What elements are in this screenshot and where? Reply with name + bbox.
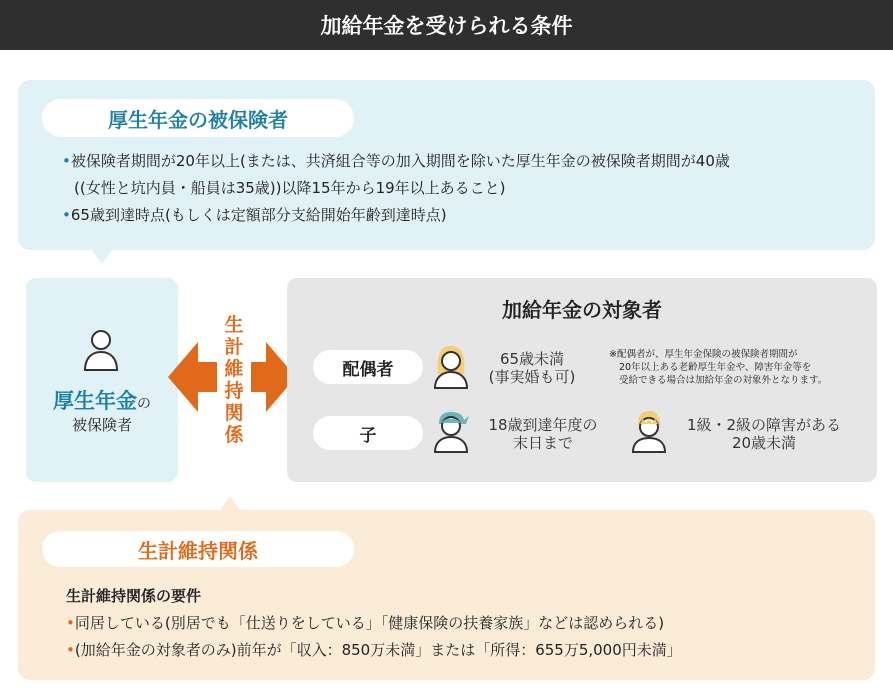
bullet: • (62, 206, 71, 224)
person-label-particle: の (137, 396, 151, 412)
relation-char: 生 (224, 314, 244, 336)
relation-char: 関 (224, 402, 244, 424)
insured-condition-1-cont: ((女性と坑内員・船員は35歳))以降15年から19年以上あること) (74, 179, 506, 197)
relation-label (217, 312, 251, 452)
relation-char: 計 (224, 336, 244, 358)
support-relation-box (18, 510, 875, 680)
bullet: • (66, 614, 75, 632)
child-pill: 子 (313, 416, 423, 450)
disability-condition-line2: 20歳未満 (731, 434, 797, 452)
woman-icon (433, 344, 469, 390)
spouse-note (609, 348, 869, 387)
page-title: 加給年金を受けられる条件 (0, 0, 893, 50)
insured-condition-1 (62, 148, 730, 175)
insured-condition-2 (62, 202, 730, 229)
person-label (26, 385, 178, 415)
support-requirement-2-text: (加給年金の対象者のみ)前年が「収入：850万未満」または「所得：655万5,000円未満」 (74, 641, 682, 659)
child-condition (473, 416, 613, 452)
support-heading: 生計維持関係 (42, 531, 354, 567)
bullet: • (62, 152, 71, 170)
child-icon (433, 408, 469, 454)
target-title: 加給年金の対象者 (502, 298, 662, 322)
person-icon (81, 326, 121, 372)
insured-conditions-box (18, 80, 875, 250)
target-persons-box (287, 278, 877, 482)
note-line3: 受給できる場合は加給年金の対象外となります。 (619, 375, 828, 386)
insured-heading: 厚生年金の被保険者 (42, 99, 354, 137)
boy-icon (631, 408, 667, 454)
support-subhead: 生計維持関係の要件 (66, 587, 202, 605)
relation-char: 維 (224, 358, 244, 380)
support-requirement-2 (66, 637, 682, 664)
insured-conditions-list (62, 148, 730, 229)
person-label-sub: 被保険者 (71, 416, 132, 434)
child-condition-line1: 18歳到達年度の (488, 416, 598, 434)
insured-condition-1-text: 被保険者期間が20年以上(または、共済組合等の加入期間を除いた厚生年金の被保険者期間が40歳 (70, 152, 730, 170)
support-requirement-1-text: 同居している(別居でも「仕送りをしている」「健康保険の扶養家族」などは認められる) (74, 614, 665, 632)
insured-person-box (26, 278, 178, 482)
relation-char: 係 (224, 424, 244, 446)
spouse-pill: 配偶者 (313, 350, 423, 384)
note-line2: 20年以上ある老齢厚生年金や、障害年金等を (619, 362, 812, 373)
support-requirements (66, 583, 682, 664)
support-requirement-1 (66, 610, 682, 637)
child-condition-line2: 末日まで (512, 434, 573, 452)
spouse-condition (477, 350, 587, 386)
spouse-condition-line1: 65歳未満 (499, 350, 565, 368)
bullet: • (66, 641, 75, 659)
disability-condition (669, 416, 859, 452)
disability-condition-line1: 1級・2級の障害がある (686, 416, 842, 434)
relation-char: 持 (224, 380, 244, 402)
note-line1: ※配偶者が、厚生年金保険の被保険者期間が (609, 349, 798, 360)
spouse-condition-line2: (事実婚も可) (488, 368, 576, 386)
insured-condition-2-text: 65歳到達時点(もしくは定額部分支給開始年齢到達時点) (70, 206, 447, 224)
person-label-main: 厚生年金 (53, 389, 137, 413)
